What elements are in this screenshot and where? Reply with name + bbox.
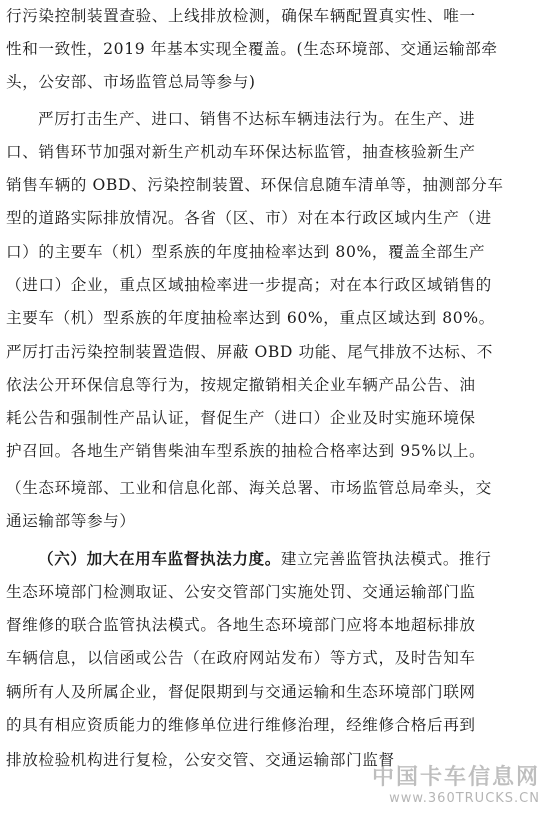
- paragraph-text: 建立完善监管执法模式。推行: [280, 550, 492, 568]
- paragraph-line: 通运输部等参与）: [6, 512, 136, 530]
- paragraph-line: 耗公告和强制性产品认证，督促生产（进口）企业及时实施环境保: [6, 409, 476, 427]
- paragraph-line: （进口）企业，重点区域抽检率进一步提高；对在本行政区域销售的: [6, 276, 492, 294]
- paragraph-line: 的具有相应资质能力的维修单位进行维修治理，经维修合格后再到: [6, 716, 476, 734]
- paragraph-line: 口）的主要车（机）型系族的年度抽检率达到 80%，覆盖全部生产: [6, 243, 486, 261]
- watermark-url: www.360TRUCKS.CN: [389, 791, 540, 806]
- paragraph-line: 严厉打击生产、进口、销售不达标车辆违法行为。在生产、进: [38, 110, 476, 128]
- site-watermark: [372, 760, 540, 806]
- paragraph-line: 辆所有人及所属企业，督促限期到与交通运输和生态环境部门联网: [6, 683, 476, 701]
- paragraph-line: 销售车辆的 OBD、污染控制装置、环保信息随车清单等，抽测部分车: [6, 176, 504, 194]
- paragraph-line: 生态环境部门检测取证、公安交管部门实施处罚、交通运输部门监: [6, 583, 476, 601]
- paragraph-line: 主要车（机）型系族的年度抽检率达到 60%，重点区域达到 80%。: [6, 309, 495, 327]
- paragraph-line: 行污染控制装置查验、上线排放检测，确保车辆配置真实性、唯一: [6, 7, 476, 25]
- paragraph-line: 依法公开环保信息等行为，按规定撤销相关企业车辆产品公告、油: [6, 376, 476, 394]
- paragraph-line: 车辆信息，以信函或公告（在政府网站发布）等方式，及时告知车: [6, 649, 476, 667]
- section-heading: （六）加大在用车监督执法力度。: [38, 549, 281, 568]
- watermark-brand: 中国卡车信息网: [371, 765, 540, 790]
- paragraph-line: 严厉打击污染控制装置造假、屏蔽 OBD 功能、尾气排放不达标、不: [6, 343, 493, 361]
- paragraph-line: （生态环境部、工业和信息化部、海关总署、市场监管总局牵头，交: [6, 479, 492, 497]
- paragraph-line: 头，公安部、市场监管总局等参与): [6, 73, 256, 91]
- paragraph-line: 性和一致性，2019 年基本实现全覆盖。(生态环境部、交通运输部牵: [6, 40, 498, 58]
- section-heading-line: [38, 545, 544, 573]
- paragraph-line: 型的道路实际排放情况。各省（区、市）对在本行政区域内生产（进: [6, 209, 492, 227]
- paragraph-line: 护召回。各地生产销售柴油车型系族的抽检合格率达到 95%以上。: [6, 442, 486, 460]
- paragraph-line: 督维修的联合监管执法模式。各地生态环境部门应将本地超标排放: [6, 616, 476, 634]
- paragraph-line: 排放检验机构进行复检，公安交管、交通运输部门监督: [6, 751, 395, 769]
- paragraph-line: 口、销售环节加强对新生产机动车环保达标监管，抽查核验新生产: [6, 143, 476, 161]
